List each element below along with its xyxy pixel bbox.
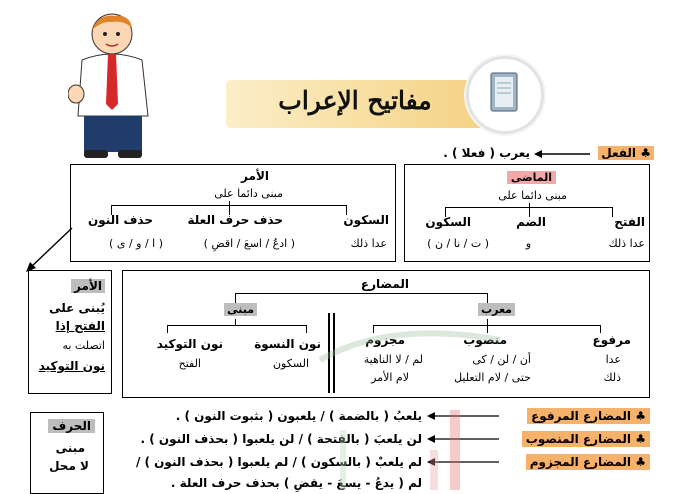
past-col-sukun: السكون xyxy=(425,215,471,229)
row-majzum-text2: لم ( يدعُ - يسعَ - يقضِ ) بحذف حرف العلة . xyxy=(170,476,422,490)
watermark-graphic xyxy=(300,300,520,490)
club-icon: ♣ xyxy=(640,146,651,160)
verb-label: ♣ الفعل xyxy=(598,146,654,160)
niswa-head: نون النسوة xyxy=(254,337,321,351)
arrow-down-left-icon xyxy=(22,226,74,276)
club-icon: ♣ xyxy=(635,432,646,446)
side-line4: نون التوكيد xyxy=(38,359,105,373)
side-line2: الفتح إذا xyxy=(55,319,105,333)
row-marfu3-text: يلعبُ ( بالضمة ) / يلعبون ( بثبوت النون ) . xyxy=(175,409,422,423)
imperative-side-box xyxy=(28,270,112,394)
imperative-val-illa: ( ادعُ / اسعَ / اقضِ ) xyxy=(203,237,295,250)
imperative-col-nun: حذف النون xyxy=(88,213,153,227)
row-majzum-label: ♣ المضارع المجزوم xyxy=(526,454,650,470)
arrow-left-icon xyxy=(534,148,592,160)
imperative-subtitle: مبنى دائما على xyxy=(214,187,283,200)
mabni-label: مبنى xyxy=(224,303,257,316)
past-val-fatha: عدا ذلك xyxy=(608,237,645,250)
imperative-col-sukun: السكون xyxy=(343,213,389,227)
marfu3-head: مرفوع xyxy=(592,333,631,347)
verb-description: يعرب ( فعلا ) . xyxy=(443,146,530,160)
particle-line1: مبنى xyxy=(55,441,85,455)
particle-title: الحرف xyxy=(48,419,95,433)
past-val-damma: و xyxy=(525,237,531,250)
marfu3-line1: عدا xyxy=(605,353,621,366)
mu3rab-label: معرب xyxy=(478,303,515,316)
majzum-line1: لم / لا الناهية xyxy=(363,353,423,366)
club-icon: ♣ xyxy=(635,455,646,469)
mansub-line2: حتى / لام التعليل xyxy=(454,371,531,384)
side-line3: اتصلت به xyxy=(62,339,105,352)
past-header: الماضى xyxy=(507,171,556,184)
past-tense-box xyxy=(404,164,650,262)
present-header: المضارع xyxy=(360,277,409,291)
marfu3-line2: ذلك xyxy=(603,371,621,384)
tawkid-head: نون التوكيد xyxy=(156,337,223,351)
past-val-sukun: ( ت / نا / ن ) xyxy=(427,237,489,250)
niswa-val: السكون xyxy=(272,357,309,370)
mansub-head: منصوب xyxy=(463,333,507,347)
particle-box xyxy=(30,412,104,494)
past-subtitle: مبنى دائما على xyxy=(498,189,567,202)
majzum-line2: لام الأمر xyxy=(371,371,409,384)
side-line1: يُبنى على xyxy=(49,301,105,315)
row-marfu3-label: ♣ المضارع المرفوع xyxy=(527,408,650,424)
majzum-head: مجزوم xyxy=(365,333,405,347)
imperative-box xyxy=(70,164,396,262)
imperative-col-illa: حذف حرف العلة xyxy=(187,213,283,227)
club-icon: ♣ xyxy=(635,409,646,423)
book-icon xyxy=(466,56,544,134)
imperative-header: الأمر xyxy=(241,169,269,183)
imperative-val-nun: ( ا / و / ى ) xyxy=(109,237,163,250)
mansub-line1: أن / لن / كى xyxy=(472,353,531,366)
tawkid-val: الفتح xyxy=(178,357,201,370)
imperative-val-sukun: عدا ذلك xyxy=(350,237,387,250)
side-title: الأمر xyxy=(71,279,105,293)
particle-line2: لا محل xyxy=(49,459,89,473)
page-title: مفاتيح الإعراب xyxy=(278,86,432,115)
past-col-fatha: الفتح xyxy=(614,215,645,229)
row-mansub-text: لن يلعبَ ( بالفتحة ) / لن يلعبوا ( بحذف النون ) . xyxy=(140,432,422,446)
row-majzum-text: لم يلعبْ ( بالسكون ) / لم يلعبوا ( بحذف النون ) / xyxy=(135,455,422,469)
past-col-damma: الضم xyxy=(516,215,546,229)
teacher-mascot-illustration xyxy=(68,12,168,162)
row-mansub-label: ♣ المضارع المنصوب xyxy=(522,431,650,447)
